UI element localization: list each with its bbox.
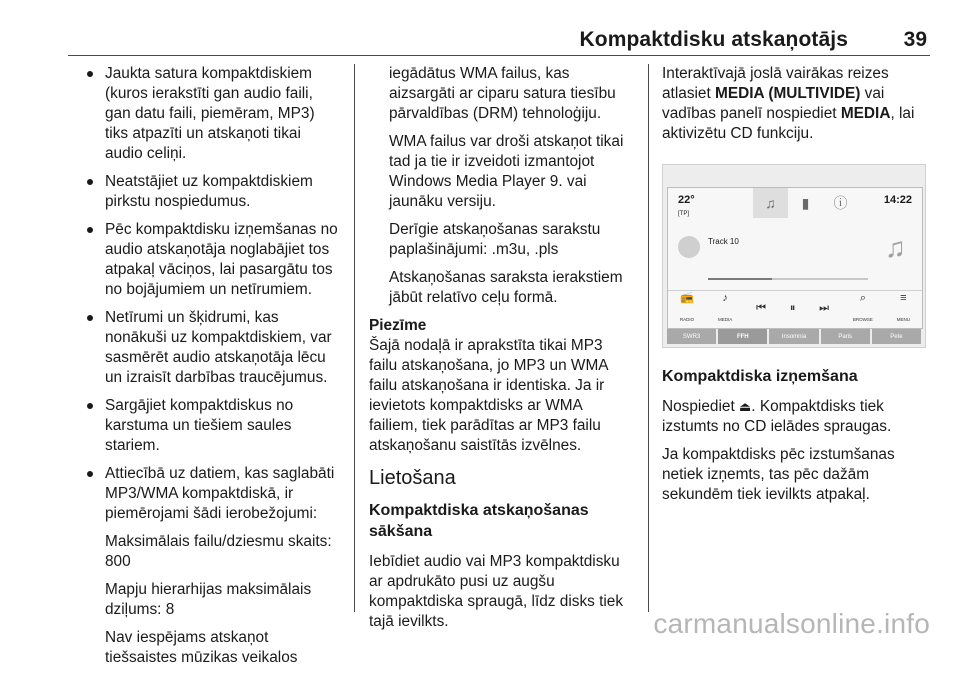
album-art-music-icon: ♫ bbox=[885, 232, 906, 263]
track-progress-fill bbox=[708, 278, 772, 280]
temperature-readout: 22° bbox=[678, 194, 695, 206]
column-1 bbox=[80, 64, 338, 676]
care-bullet-list bbox=[80, 64, 338, 524]
previous-track-icon[interactable] bbox=[756, 298, 766, 320]
subsection-title-start: Kompaktdiska atskaņošanas sākšana bbox=[369, 502, 589, 540]
previous-track-icon-glyph: ⏮ bbox=[756, 302, 766, 314]
eject-icon: ⏏ bbox=[739, 399, 752, 414]
limit-item: Mapju hierarhijas maksimālais dziļums: 8 bbox=[105, 581, 312, 618]
section-title: Lietošana bbox=[369, 467, 456, 489]
next-track-icon-glyph: ⏭ bbox=[819, 302, 830, 314]
preset-button[interactable]: SWR3 bbox=[667, 329, 716, 344]
limits-continuation bbox=[369, 64, 634, 308]
tp-indicator: [TP] bbox=[678, 211, 690, 217]
control-label: MEDIA bbox=[718, 317, 733, 322]
music-note-icon[interactable] bbox=[718, 288, 732, 330]
eject-instructions: Nospiediet ⏏. Kompaktdisks tiek izstumts no CD ielādes spraugas. bbox=[662, 398, 892, 435]
disc-icon bbox=[678, 236, 700, 258]
pause-icon-glyph: ⏸ bbox=[789, 302, 796, 314]
control-label: RADIO bbox=[679, 317, 695, 322]
radio-icon[interactable] bbox=[680, 288, 694, 330]
limit-item: Nav iespējams atskaņot tiešsaistes mūzikas veikalos bbox=[105, 629, 298, 666]
media-label: MEDIA bbox=[840, 105, 891, 122]
bullet-item: Pēc kompaktdisku izņemšanas no audio atskaņotāja noglabājiet tos atpakaļ vāciņos, lai pasargātu tos no bojājumiem un netīrumiem. bbox=[80, 220, 338, 300]
music-note-icon-glyph: ♪ bbox=[722, 292, 728, 304]
header-title: Kompaktdisku atskaņotājs bbox=[579, 28, 848, 51]
control-bar bbox=[668, 290, 922, 327]
cd-music-tab-icon[interactable]: ♫ bbox=[753, 188, 788, 218]
bullet-item: Netīrumi un šķidrumi, kas nonākuši uz kompaktdiskiem, var sasmērēt audio atskaņotāja lēcu un izraisīt darbības traucējumus. bbox=[80, 308, 338, 388]
column-2 bbox=[369, 64, 634, 640]
source-tabs bbox=[753, 188, 858, 218]
track-progress-bar[interactable] bbox=[708, 278, 868, 280]
infotainment-screenshot bbox=[662, 164, 926, 348]
preset-button[interactable]: FFH bbox=[718, 329, 767, 344]
retract-info: Ja kompaktdisks pēc izstumšanas netiek izņemts, tas pēc dažām sekundēm tiek ievilkts atpakaļ. bbox=[662, 446, 895, 503]
next-track-icon[interactable] bbox=[819, 298, 829, 320]
column-3 bbox=[662, 64, 932, 513]
subsection-title-eject: Kompaktdiska izņemšana bbox=[662, 368, 858, 385]
control-label: MENU bbox=[896, 317, 910, 322]
usb-tab-icon[interactable]: ▮ bbox=[801, 195, 810, 211]
track-title: Track 10 bbox=[708, 237, 739, 246]
header-rule bbox=[68, 55, 930, 56]
search-icon-glyph: ⌕ bbox=[859, 292, 866, 304]
limit-item: Derīgie atskaņošanas sarakstu paplašinājumi: .m3u, .pls bbox=[389, 221, 601, 258]
start-instructions: Iebīdiet audio vai MP3 kompaktdisku ar apdrukāto pusi uz augšu kompaktdiska spraugā, līdz disks tiek tajā ievilkts. bbox=[369, 553, 624, 630]
column-divider-2 bbox=[648, 64, 649, 612]
media-multivide-label: MEDIA (MULTIVIDE) bbox=[715, 85, 861, 102]
menu-icon[interactable] bbox=[897, 288, 910, 330]
preset-bar bbox=[667, 329, 921, 344]
limit-item: Atskaņošanas saraksta ierakstiem jābūt relatīvo ceļu formā. bbox=[389, 269, 623, 306]
info-tab-icon[interactable]: ⓘ bbox=[833, 195, 848, 211]
limits-list bbox=[80, 532, 338, 668]
note-title: Piezīme bbox=[369, 317, 427, 334]
bullet-item: Attiecībā uz datiem, kas saglabāti MP3/WMA kompaktdiskā, ir piemērojami šādi ierobežojumi: bbox=[80, 464, 338, 524]
pause-icon[interactable] bbox=[790, 298, 796, 320]
preset-button[interactable]: Paris bbox=[821, 329, 870, 344]
limit-item: WMA failus var droši atskaņot tikai tad ja tie ir izveidoti izmantojot Windows Media Player 9. vai jaunāku versiju. bbox=[389, 133, 624, 210]
radio-icon-glyph: 📻 bbox=[680, 292, 694, 304]
bullet-item: Sargājiet kompaktdiskus no karstuma un tiešiem saules stariem. bbox=[80, 396, 338, 456]
control-label: BROWSE bbox=[852, 317, 873, 322]
bullet-item: Jaukta satura kompaktdiskiem (kuros ierakstīti gan audio faili, gan datu faili, piemēram, MP3) tiks atpazīti un atskaņoti tikai audio celiņi. bbox=[80, 64, 338, 164]
clock-readout: 14:22 bbox=[883, 194, 912, 206]
page-header bbox=[0, 0, 960, 58]
screen-display bbox=[667, 187, 923, 329]
column-divider-1 bbox=[354, 64, 355, 612]
bullet-item: Neatstājiet uz kompaktdiskiem pirkstu nospiedumus. bbox=[80, 172, 338, 212]
activate-cd-text: Interaktīvajā joslā vairākas reizes atlasiet MEDIA (MULTIVIDE) vai vadības panelī nospiediet MEDIA, lai aktivizētu CD funkciju. bbox=[662, 65, 915, 142]
note-body: Šajā nodaļā ir aprakstīta tikai MP3 failu atskaņošana, jo MP3 un WMA failu atskaņošana ir identiska. Ja ir ievietots kompaktdisks ar WMA failiem, tiek parādītas ar MP3 failu atskaņošanu saistītās izvēlnes. bbox=[369, 337, 608, 454]
search-icon[interactable] bbox=[853, 288, 873, 330]
limit-continuation-text: iegādātus WMA failus, kas aizsargāti ar ciparu satura tiesību pārvaldības (DRM) tehnoloģiju. bbox=[389, 65, 616, 122]
menu-icon-glyph: ≡ bbox=[900, 292, 907, 304]
watermark: carmanualsonline.info bbox=[653, 608, 930, 639]
preset-button[interactable]: Pete bbox=[872, 329, 921, 344]
preset-button[interactable]: Insomnia bbox=[769, 329, 818, 344]
limit-item: Maksimālais failu/dziesmu skaits: 800 bbox=[105, 533, 332, 570]
page-number: 39 bbox=[903, 28, 927, 51]
